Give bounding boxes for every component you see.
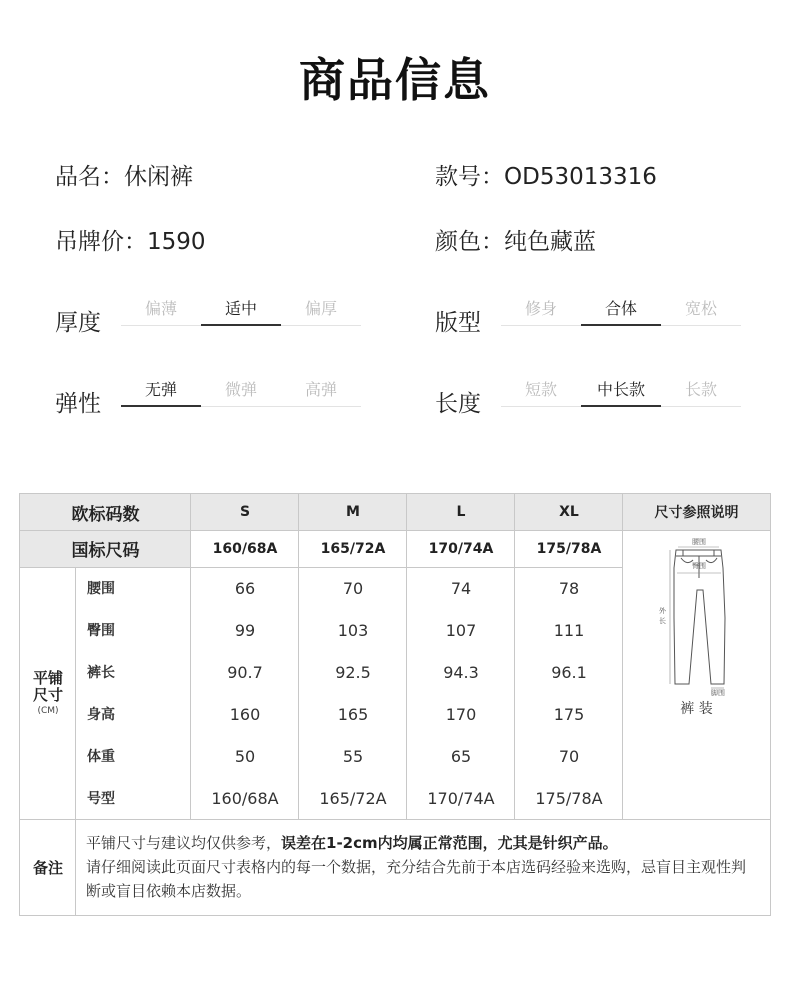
length-option-mid: 中长款 (581, 380, 661, 407)
diagram-caption: 裤 装 (680, 701, 713, 717)
cn-size-xl: 175/78A (536, 540, 602, 557)
table-cell: 74 (450, 578, 472, 598)
table-cell: 66 (234, 578, 256, 598)
note-line-1 (86, 831, 756, 855)
eu-size-header: 欧标码数 (20, 494, 191, 530)
table-cell: 50 (234, 746, 256, 766)
cn-size-header: 国标尺码 (20, 530, 191, 567)
page-title: 商品信息 (299, 53, 491, 107)
flat-measure-unit: (CM) (37, 706, 59, 716)
product-code-label: 款号： (435, 164, 504, 190)
table-cell: 94.3 (443, 662, 479, 682)
product-color (435, 223, 596, 256)
elasticity-label: 弹性 (55, 391, 101, 417)
flat-measure-label-1: 平铺 (32, 669, 63, 687)
table-cell: 165 (337, 704, 369, 724)
cn-size-s: 160/68A (212, 540, 278, 557)
product-price-label: 吊牌价： (55, 229, 147, 255)
product-code (435, 158, 657, 191)
size-header-s: S (191, 494, 299, 530)
row-label-weight: 体重 (87, 749, 115, 765)
table-cell: 78 (558, 578, 580, 598)
row-label-length: 裤长 (87, 665, 115, 681)
diagram-hip-label: 臀围 (692, 562, 706, 570)
table-cell: 160/68A (211, 788, 279, 808)
note-line-1-bold: 误差在1-2cm内均属正常范围，尤其是针织产品。 (281, 834, 618, 852)
row-label-size-code: 号型 (87, 791, 115, 807)
diagram-waist-label: 腰围 (692, 538, 706, 546)
flat-measure-label-2: 尺寸 (32, 686, 63, 704)
product-price-value: 1590 (147, 229, 206, 255)
table-cell: 111 (553, 620, 585, 640)
elasticity-option-slight: 微弹 (201, 380, 281, 407)
fit-option-loose: 宽松 (661, 299, 741, 326)
note-line-2: 请仔细阅读此页面尺寸表格内的每一个数据，充分结合先前于本店选码经验来选购，忌盲目主观性判断或盲目依赖本店数据。 (86, 858, 747, 900)
diagram-outseam-label-1: 外 (659, 607, 666, 615)
length-option-short: 短款 (501, 380, 581, 407)
table-cell: 107 (445, 620, 477, 640)
flat-measure-group (20, 567, 76, 819)
cn-size-l: 170/74A (428, 540, 494, 557)
table-cell: 90.7 (227, 662, 263, 682)
product-name-label: 品名： (55, 164, 124, 190)
size-header-xl: XL (515, 494, 623, 530)
table-cell: 55 (342, 746, 364, 766)
cn-size-m: 165/72A (320, 540, 386, 557)
product-name (55, 158, 193, 191)
table-cell: 103 (337, 620, 369, 640)
diagram-outseam-label-2: 长 (659, 617, 666, 625)
thickness-option-medium: 适中 (201, 299, 281, 326)
table-cell: 165/72A (319, 788, 387, 808)
table-cell: 92.5 (335, 662, 371, 682)
fit-label: 版型 (435, 310, 481, 336)
table-cell: 175 (553, 704, 585, 724)
product-color-label: 颜色： (435, 229, 504, 255)
product-price (55, 223, 206, 256)
thickness-label: 厚度 (55, 310, 101, 336)
size-table (19, 493, 771, 916)
thickness-option-thin: 偏薄 (121, 299, 201, 326)
row-label-hip: 臀围 (87, 623, 115, 639)
table-cell: 70 (342, 578, 364, 598)
fit-option-slim: 修身 (501, 299, 581, 326)
reference-header: 尺寸参照说明 (623, 494, 770, 530)
table-cell: 170/74A (427, 788, 495, 808)
elasticity-option-none: 无弹 (121, 380, 201, 407)
table-cell: 70 (558, 746, 580, 766)
table-cell: 65 (450, 746, 472, 766)
size-header-l: L (407, 494, 515, 530)
elasticity-option-high: 高弹 (281, 380, 361, 407)
table-cell: 175/78A (535, 788, 603, 808)
product-code-value: OD53013316 (504, 164, 657, 190)
length-option-long: 长款 (661, 380, 741, 407)
row-label-waist: 腰围 (87, 581, 115, 597)
note-text (86, 831, 756, 903)
note-label: 备注 (32, 858, 63, 877)
diagram-hem-label: 脚围 (711, 689, 725, 697)
table-cell: 170 (445, 704, 477, 724)
product-color-value: 纯色藏蓝 (504, 229, 596, 255)
pants-diagram (623, 530, 770, 819)
row-label-height: 身高 (87, 707, 115, 723)
table-cell: 96.1 (551, 662, 587, 682)
thickness-option-thick: 偏厚 (281, 299, 361, 326)
length-label: 长度 (435, 391, 481, 417)
product-name-value: 休闲裤 (124, 164, 193, 190)
table-cell: 160 (229, 704, 261, 724)
size-header-m: M (299, 494, 407, 530)
fit-option-regular: 合体 (581, 299, 661, 326)
note-line-1-normal: 平铺尺寸与建议均仅供参考， (86, 834, 282, 852)
table-cell: 99 (234, 620, 256, 640)
